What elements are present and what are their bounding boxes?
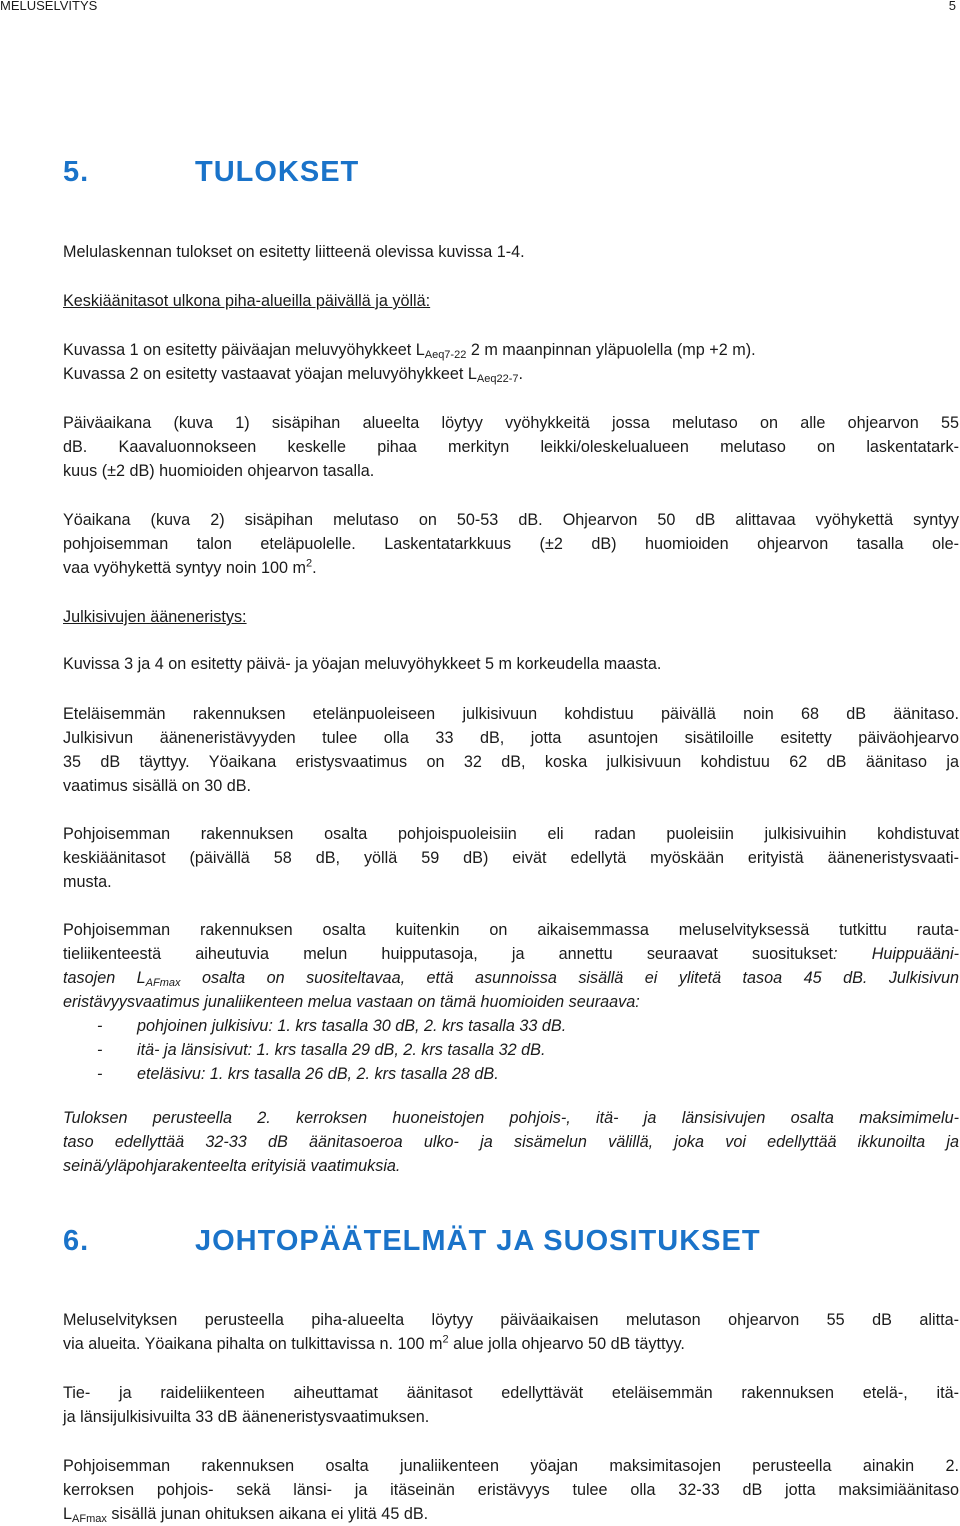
section-title: TULOKSET (195, 156, 360, 188)
text-line: keskiäänitasot (päivällä 58 dB, yöllä 59 dB) eivät edellytä myöskään erityistä ääneneristysvaati- (63, 849, 959, 867)
page-number: 5 (948, 0, 956, 13)
subheading-outdoor-levels (63, 289, 959, 313)
text-line: kerroksen pohjois- sekä länsi- ja itäseinän eristävyys tulee olla 32-33 dB jotta maksimiäänitaso (63, 1481, 959, 1499)
section-number: 5. (63, 156, 90, 188)
text-line: taso edellyttää 32-33 dB äänitasoeroa ulko- ja sisämelun välillä, joka voi edellyttää ikkunoilta ja (63, 1133, 959, 1151)
paragraph (63, 508, 959, 580)
text-line: Kuvassa 2 on esitetty vastaavat yöajan meluvyöhykkeet $L_{Aeq22-7}$. (63, 365, 524, 385)
paragraph (63, 338, 959, 386)
text-line: Yöaikana (kuva 2) sisäpihan melutaso on 50-53 dB. Ohjearvon 50 dB alittavaa vyöhykettä syntyy (63, 511, 959, 529)
text-line: Pohjoisemman rakennuksen osalta pohjoispuoleisiin eli radan puoleisiin julkisivuihin kohdistuvat (63, 825, 959, 843)
text-line: pohjoisemman talon eteläpuolelle. Laskentatarkkuus (±2 dB) huomioiden ohjearvon tasalla ole- (63, 535, 959, 553)
text-line: Päiväaikana (kuva 1) sisäpihan alueelta löytyy vyöhykkeitä jossa melutaso on alle ohjearvon 55 (63, 414, 959, 432)
text-line: Pohjoisemman rakennuksen osalta kuitenkin on aikaisemmassa meluselvityksessä tutkittu rauta- (63, 921, 959, 939)
paragraph (63, 1454, 959, 1526)
text-line: Melulaskennan tulokset on esitetty liitteenä olevissa kuvissa 1-4. (63, 243, 525, 261)
text-line: Kuvissa 3 ja 4 on esitetty päivä- ja yöajan meluvyöhykkeet 5 m korkeudella maasta. (63, 655, 662, 673)
text-line: seinä/yläpohjarakenteelta erityisiä vaatimuksia. (63, 1157, 401, 1175)
paragraph (63, 652, 959, 676)
text-line: Keskiäänitasot ulkona piha-alueilla päivällä ja yöllä: (63, 292, 431, 310)
text-line: 35 dB täyttyy. Yöaikana eristysvaatimus on 32 dB, koska julkisivuun kohdistuu 62 dB äänitaso ja (63, 753, 959, 771)
text-line: vaatimus sisällä on 30 dB. (63, 777, 252, 795)
section-number: 6. (63, 1225, 90, 1257)
subheading-facade-insulation (63, 605, 959, 629)
text-line: vaa vyöhykettä syntyy noin 100 $m^2$. (63, 557, 317, 577)
paragraph (63, 702, 959, 798)
text-line: Tuloksen perusteella 2. kerroksen huoneistojen pohjois-, itä- ja länsisivujen osalta maksimimelu- (63, 1109, 959, 1127)
running-header-title: MELUSELVITYS (0, 0, 98, 13)
paragraph (63, 918, 959, 1086)
paragraph (63, 822, 959, 894)
text-line: ja länsijulkisivuilta 33 dB ääneneristysvaatimuksen. (63, 1408, 430, 1426)
text-line: via alueita. Yöaikana pihalta on tulkittavissa n. 100 $m^2$ alue jolla ohjearvo 50 dB täyttyy. (63, 1333, 685, 1353)
paragraph (63, 411, 959, 483)
text-line: tasojen $L_{AFmax}$ osalta on suositeltavaa, että asunnoissa sisällä ei ylitetä tasoa 45 dB. Julkisivun (63, 969, 959, 989)
section-title: JOHTOPÄÄTELMÄT JA SUOSITUKSET (195, 1225, 761, 1257)
paragraph (63, 1308, 959, 1356)
text-line: Eteläisemmän rakennuksen etelänpuoleiseen julkisivuun kohdistuu päivällä noin 68 dB äänitaso. (63, 705, 959, 723)
text-line: Julkisivujen ääneneristys: (63, 608, 247, 626)
text-line: dB. Kaavaluonnokseen keskelle pihaa merkityn leikki/oleskelualueen melutaso on laskentatark- (63, 438, 959, 456)
list-item: - eteläsivu: 1. krs tasalla 26 dB, 2. krs tasalla 28 dB. (97, 1065, 499, 1083)
section-6-heading (63, 1225, 761, 1258)
text-line: Tie- ja raideliikenteen aiheuttamat äänitasot edellyttävät eteläisemmän rakennuksen etelä-, itä- (63, 1384, 959, 1402)
text-line: Pohjoisemman rakennuksen osalta junaliikenteen yöajan maksimitasojen perusteella ainakin 2. (63, 1457, 959, 1475)
list-item: - itä- ja länsisivut: 1. krs tasalla 29 dB, 2. krs tasalla 32 dB. (97, 1041, 546, 1059)
text-line: $L_{AFmax}$ sisällä junan ohituksen aikana ei ylitä 45 dB. (63, 1505, 429, 1525)
text-line: Meluselvityksen perusteella piha-alueelta löytyy päiväaikaisen melutason ohjearvon 55 dB alitta- (63, 1311, 959, 1329)
text-line: Kuvassa 1 on esitetty päiväajan meluvyöhykkeet $L_{Aeq7-22}$ 2 m maanpinnan yläpuolella (mp +2 m). (63, 341, 756, 361)
text-line: tieliikenteestä aiheutuvia melun huipputasoja, ja annettu seuraavat suositukset: Huippuääni- (63, 945, 959, 963)
paragraph (63, 240, 959, 264)
text-line: musta. (63, 873, 112, 891)
text-line: Julkisivun ääneneristävyyden tulee olla 33 dB, jotta asuntojen sisätiloille esitetty päiväohjearvo (63, 729, 959, 747)
section-5-heading (63, 156, 359, 189)
paragraph (63, 1106, 959, 1178)
text-line: kuus (±2 dB) huomioiden ohjearvon tasalla. (63, 462, 375, 480)
text-line: eristävyysvaatimus junaliikenteen melua vastaan on tämä huomioiden seuraava: (63, 993, 640, 1011)
list-item: - pohjoinen julkisivu: 1. krs tasalla 30 dB, 2. krs tasalla 33 dB. (97, 1017, 567, 1035)
paragraph (63, 1381, 959, 1429)
